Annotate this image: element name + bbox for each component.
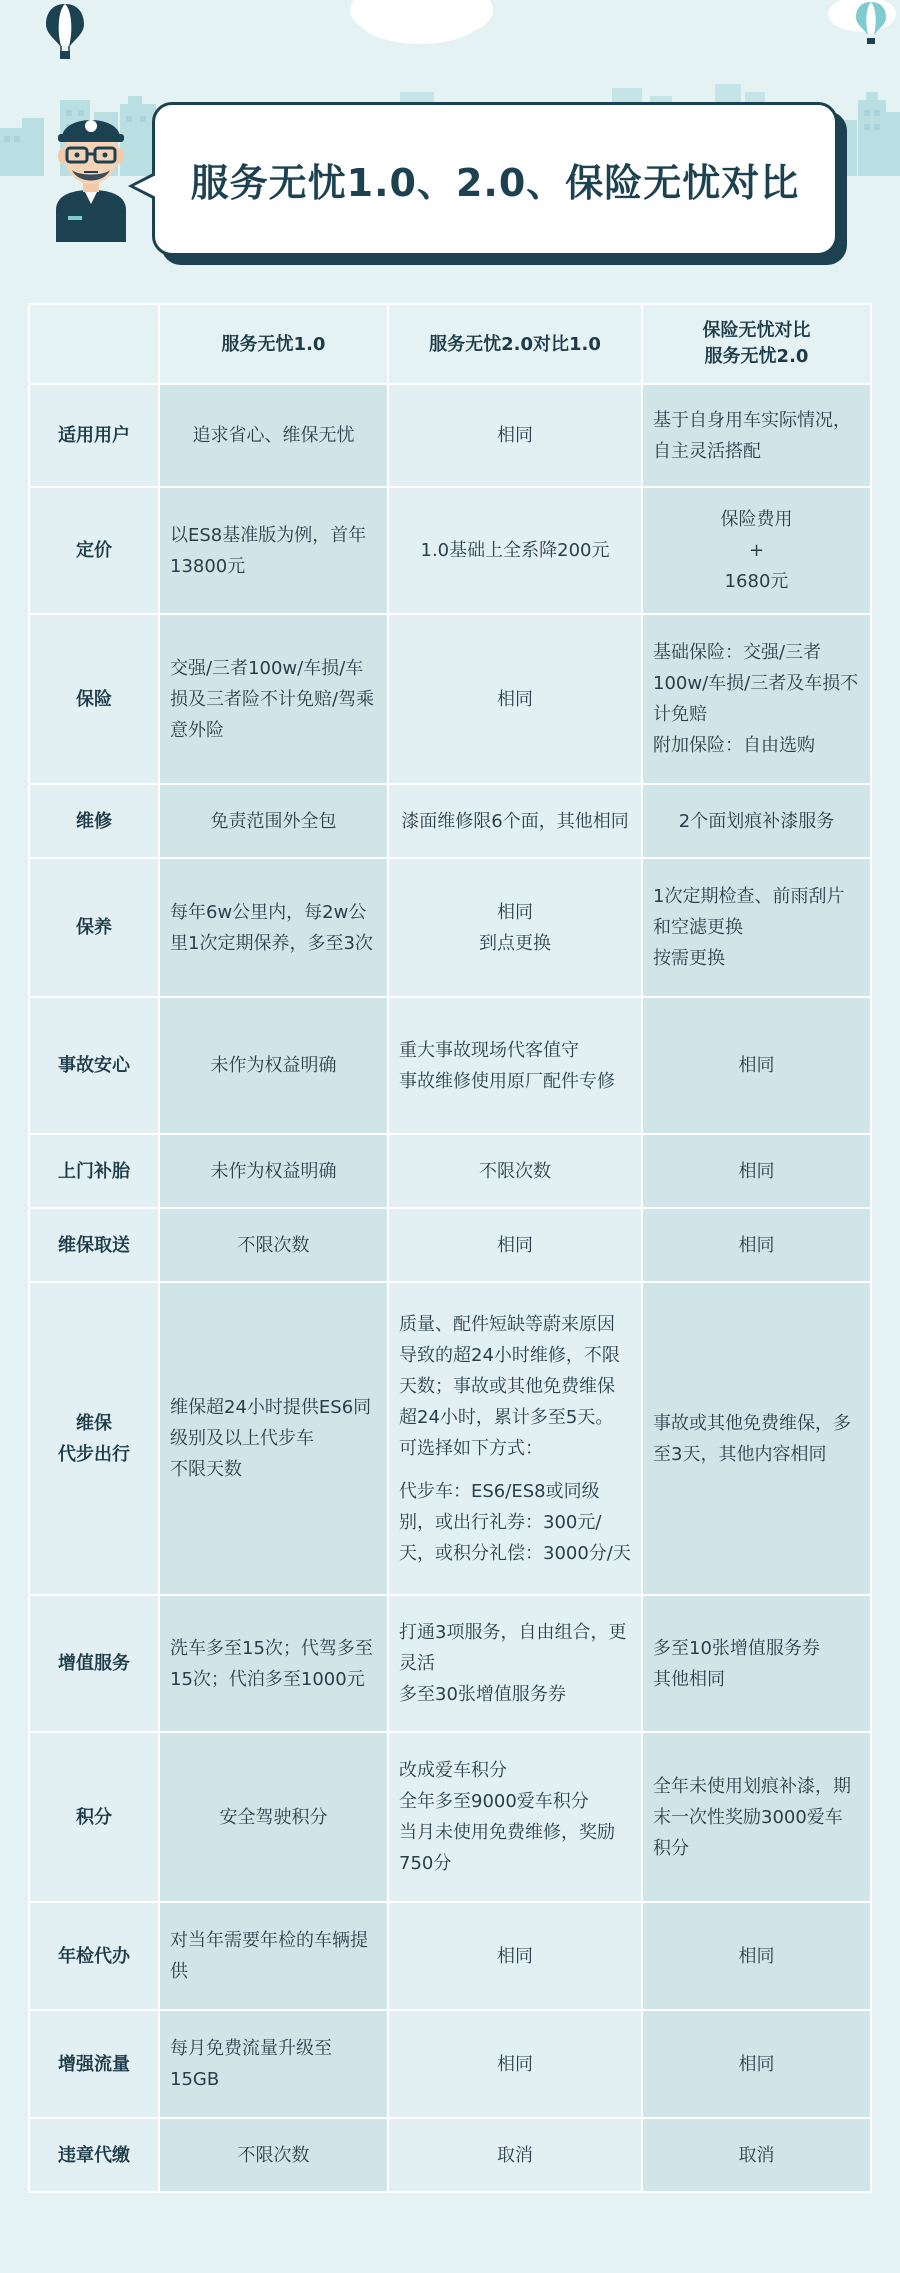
cell-service-2: 取消: [388, 2118, 642, 2192]
table-row: [29, 1595, 871, 1732]
cell-insurance: 基础保险：交强/三者100w/车损/三者及车损不计免赔 附加保险：自由选购: [642, 614, 871, 784]
cell-service-2: 不限次数: [388, 1134, 642, 1208]
cell-insurance: 相同: [642, 997, 871, 1134]
cell-service-1: 每年6w公里内，每2w公里1次定期保养，多至3次: [159, 858, 388, 997]
row-label: 增强流量: [29, 2010, 159, 2118]
table-row: [29, 1282, 871, 1595]
cell-insurance: 1次定期检查、前雨刮片和空滤更换 按需更换: [642, 858, 871, 997]
cell-service-1: 交强/三者100w/车损/车损及三者险不计免赔/驾乘意外险: [159, 614, 388, 784]
cell-insurance: 相同: [642, 2010, 871, 2118]
cell-service-2: 相同: [388, 384, 642, 487]
header-cell-empty: [29, 304, 159, 384]
cell-service-2: 漆面维修限6个面，其他相同: [388, 784, 642, 858]
cell-service-1: 免责范围外全包: [159, 784, 388, 858]
table-row: [29, 1134, 871, 1208]
cell-insurance: 保险费用 + 1680元: [642, 487, 871, 614]
cell-service-2: 重大事故现场代客值守 事故维修使用原厂配件专修: [388, 997, 642, 1134]
cell-service-1: 以ES8基准版为例，首年13800元: [159, 487, 388, 614]
cell-service-2: 打通3项服务，自由组合，更灵活 多至30张增值服务券: [388, 1595, 642, 1732]
table-row: [29, 784, 871, 858]
cell-service-2: 相同 到点更换: [388, 858, 642, 997]
title-bubble: [152, 102, 838, 256]
row-label: 保险: [29, 614, 159, 784]
row-label: 维保 代步出行: [29, 1282, 159, 1595]
cell-insurance: 取消: [642, 2118, 871, 2192]
comparison-table: [28, 303, 872, 2193]
row-label: 维保取送: [29, 1208, 159, 1282]
cell-service-1: 每月免费流量升级至15GB: [159, 2010, 388, 2118]
cell-insurance: 相同: [642, 1134, 871, 1208]
row-label: 事故安心: [29, 997, 159, 1134]
cell-service-1: 安全驾驶积分: [159, 1732, 388, 1902]
table-row: [29, 2010, 871, 2118]
row-label: 适用用户: [29, 384, 159, 487]
cell-service-1: 维保超24小时提供ES6同级别及以上代步车 不限天数: [159, 1282, 388, 1595]
cell-insurance: 2个面划痕补漆服务: [642, 784, 871, 858]
cell-insurance: 基于自身用车实际情况，自主灵活搭配: [642, 384, 871, 487]
table-row: [29, 858, 871, 997]
cell-service-1: 未作为权益明确: [159, 997, 388, 1134]
cell-insurance: 相同: [642, 1208, 871, 1282]
row-label: 保养: [29, 858, 159, 997]
row-label: 年检代办: [29, 1902, 159, 2010]
row-label: 增值服务: [29, 1595, 159, 1732]
row-label: 定价: [29, 487, 159, 614]
cell-service-1: 不限次数: [159, 1208, 388, 1282]
cell-insurance: 全年未使用划痕补漆，期末一次性奖励3000爱车积分: [642, 1732, 871, 1902]
table-row: [29, 1208, 871, 1282]
table-row: [29, 2118, 871, 2192]
cell-service-2: 相同: [388, 1902, 642, 2010]
row-label: 维修: [29, 784, 159, 858]
cell-service-2: 改成爱车积分 全年多至9000爱车积分 当月未使用免费维修，奖励750分: [388, 1732, 642, 1902]
table-row: [29, 997, 871, 1134]
row-label: 积分: [29, 1732, 159, 1902]
cell-insurance: 事故或其他免费维保，多至3天，其他内容相同: [642, 1282, 871, 1595]
cell-service-1: 对当年需要年检的车辆提供: [159, 1902, 388, 2010]
cell-service-2: 相同: [388, 614, 642, 784]
cell-service-1: 追求省心、维保无忧: [159, 384, 388, 487]
cell-service-1: 未作为权益明确: [159, 1134, 388, 1208]
mechanic-avatar-icon: [48, 92, 134, 242]
hot-air-balloon-icon: [854, 0, 888, 46]
table-header-row: [29, 304, 871, 384]
cell-insurance: 相同: [642, 1902, 871, 2010]
cell-insurance: 多至10张增值服务券 其他相同: [642, 1595, 871, 1732]
table-row: [29, 1902, 871, 2010]
cell-service-2: 1.0基础上全系降200元: [388, 487, 642, 614]
cell-service-2: 相同: [388, 1208, 642, 1282]
cell-service-1: 洗车多至15次；代驾多至15次；代泊多至1000元: [159, 1595, 388, 1732]
header: [0, 0, 900, 290]
table-row: [29, 384, 871, 487]
cell-service-2: 质量、配件短缺等蔚来原因导致的超24小时维修，不限天数；事故或其他免费维保超24小时，累计多至5天。可选择如下方式： 代步车：ES6/ES8或同级别，或出行礼券：300元/天，或积分礼偿：3000分/天: [388, 1282, 642, 1595]
page-title: 服务无忧1.0、2.0、保险无忧对比: [190, 160, 800, 205]
table-row: [29, 487, 871, 614]
header-cell-service-2: 服务无忧2.0对比1.0: [388, 304, 642, 384]
header-cell-insurance: 保险无忧对比 服务无忧2.0: [642, 304, 871, 384]
speech-bubble-tail-inner: [134, 175, 156, 197]
row-label: 上门补胎: [29, 1134, 159, 1208]
table-row: [29, 614, 871, 784]
header-cell-service-1: 服务无忧1.0: [159, 304, 388, 384]
cell-service-1: 不限次数: [159, 2118, 388, 2192]
table-row: [29, 1732, 871, 1902]
hot-air-balloon-icon: [44, 2, 86, 62]
cell-service-2: 相同: [388, 2010, 642, 2118]
row-label: 违章代缴: [29, 2118, 159, 2192]
